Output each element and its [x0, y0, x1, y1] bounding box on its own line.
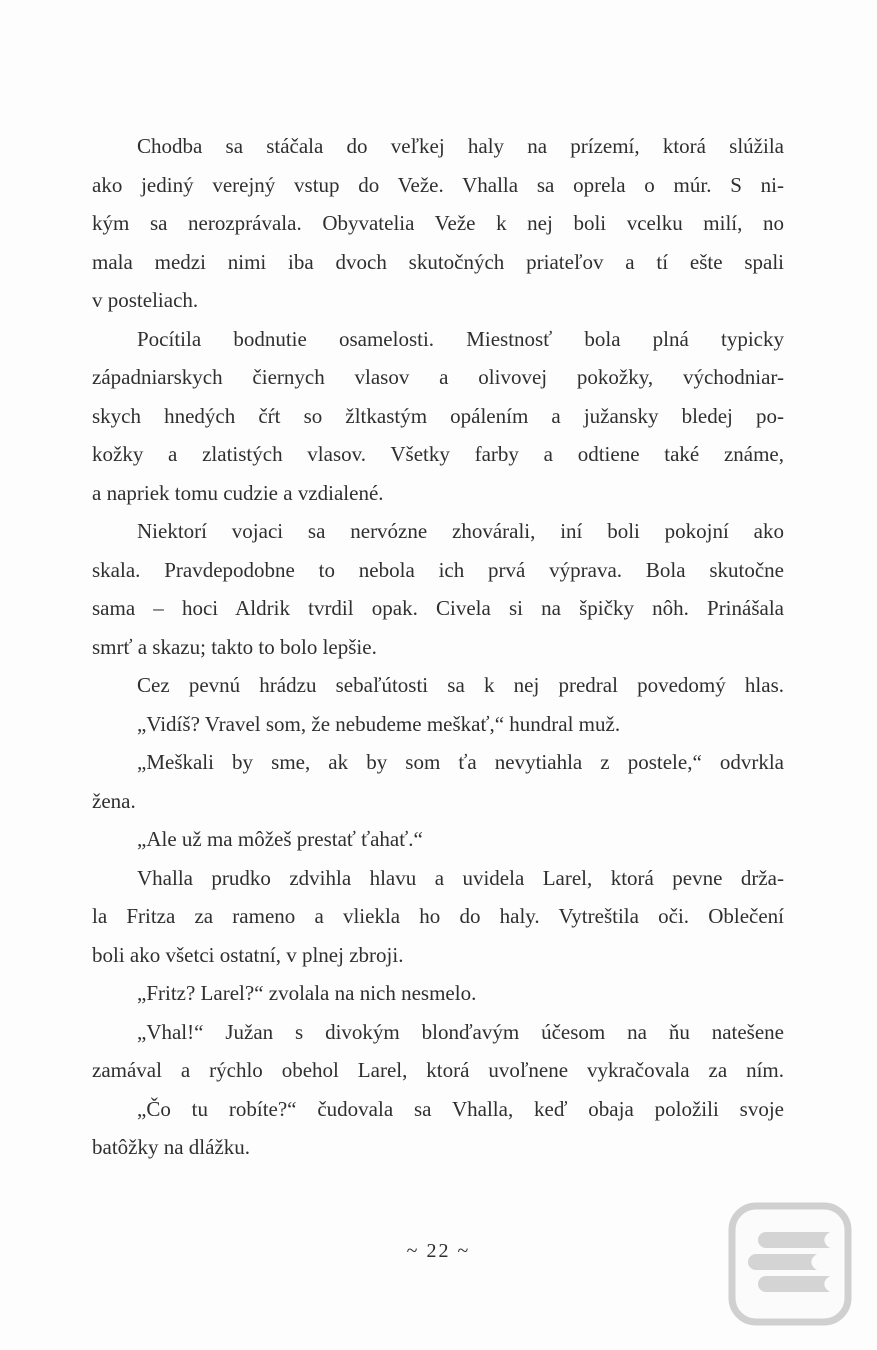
books-stack-icon [728, 1202, 852, 1326]
paragraph [92, 512, 784, 666]
book-bottom [758, 1276, 830, 1292]
book-top [758, 1232, 830, 1248]
text-line: zamával a rýchlo obehol Larel, ktorá uvoľnene vykračovala za ním. [92, 1058, 784, 1082]
text-line: „Ale už ma môžeš prestať ťahať.“ [137, 827, 423, 851]
paragraph [92, 127, 784, 320]
text-line: smrť a skazu; takto to bolo lepšie. [92, 634, 377, 659]
text-line: sama – hoci Aldrik tvrdil opak. Civela si na špičky nôh. Prinášala [92, 596, 784, 620]
bookstore-watermark-logo [728, 1202, 852, 1326]
text-line: Pocítila bodnutie osamelosti. Miestnosť bola plná typicky [137, 326, 784, 351]
paragraph [92, 666, 784, 705]
paragraph [92, 820, 784, 859]
paragraph [92, 705, 784, 744]
book-middle [748, 1254, 817, 1270]
paragraph [92, 1013, 784, 1090]
paragraph [92, 974, 784, 1013]
paragraph [92, 743, 784, 820]
page-number: ~ 22 ~ [406, 1240, 471, 1262]
text-line: Niektorí vojaci sa nervózne zhovárali, iní boli pokojní ako [137, 519, 784, 543]
text-block [92, 127, 784, 1167]
text-line: Chodba sa stáčala do veľkej haly na prízemí, ktorá slúžila [137, 134, 784, 158]
text-line: Vhalla prudko zdvihla hlavu a uvidela Larel, ktorá pevne drža- [137, 865, 784, 890]
text-line: Cez pevnú hrádzu sebaľútosti sa k nej predral povedomý hlas. [137, 673, 784, 697]
text-line: „Vhal!“ Južan s divokým blonďavým účesom na ňu natešene [137, 1019, 784, 1044]
text-line: kožky a zlatistých vlasov. Všetky farby a odtiene také známe, [92, 442, 784, 466]
paragraph [92, 1090, 784, 1167]
paragraph [92, 320, 784, 513]
text-line: a napriek tomu cudzie a vzdialené. [92, 480, 384, 505]
text-line: „Čo tu robíte?“ čudovala sa Vhalla, keď obaja položili svoje [137, 1096, 784, 1121]
text-line: ako jediný verejný vstup do Veže. Vhalla sa oprela o múr. S ni- [92, 172, 784, 197]
text-line: „Fritz? Larel?“ zvolala na nich nesmelo. [137, 981, 477, 1005]
text-line: boli ako všetci ostatní, v plnej zbroji. [92, 942, 404, 967]
paragraph [92, 859, 784, 975]
text-line: skala. Pravdepodobne to nebola ich prvá výprava. Bola skutočne [92, 557, 784, 582]
text-line: žena. [92, 788, 136, 813]
text-line: skych hnedých čŕt so žltkastým opálením a južansky bledej po- [92, 403, 784, 428]
text-line: „Meškali by sme, ak by som ťa nevytiahla z postele,“ odvrkla [137, 750, 784, 774]
text-line: „Vidíš? Vravel som, že nebudeme meškať,“ hundral muž. [137, 711, 621, 736]
text-line: la Fritza za rameno a vliekla ho do haly. Vytreštila oči. Oblečení [92, 904, 784, 928]
text-line: mala medzi nimi iba dvoch skutočných priateľov a tí ešte spali [92, 249, 784, 274]
text-line: západniarskych čiernych vlasov a olivovej pokožky, východniar- [92, 365, 784, 389]
text-line: kým sa nerozprávala. Obyvatelia Veže k nej boli vcelku milí, no [92, 211, 784, 235]
text-line: batôžky na dlážku. [92, 1135, 251, 1159]
text-line: v posteliach. [92, 288, 199, 312]
